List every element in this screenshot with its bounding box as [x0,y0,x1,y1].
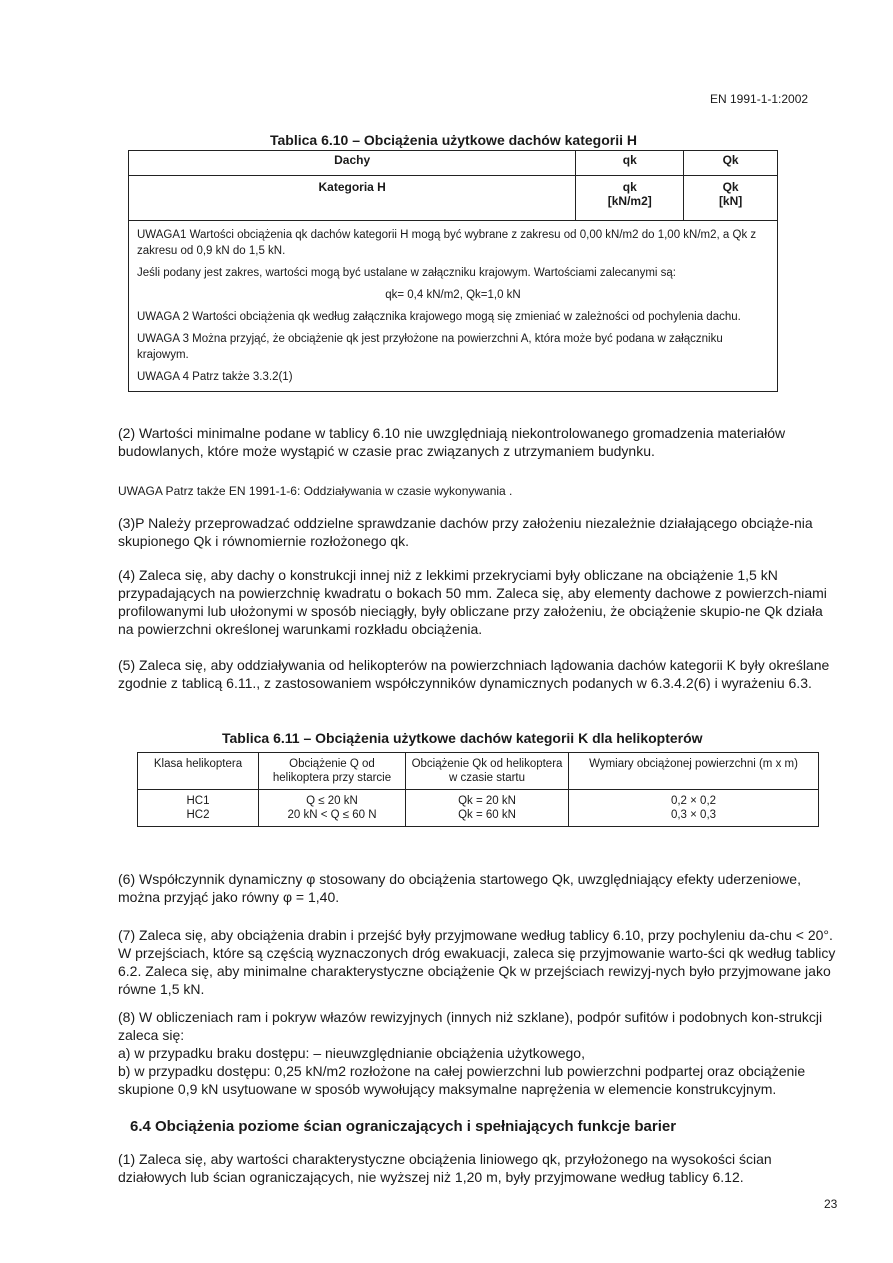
table-611-cell-Qk [406,790,569,827]
table-611-header-dimensions: Wymiary obciążonej powierzchni (m x m) [569,753,819,790]
table-610-note-3: UWAGA 3 Można przyjąć, że obciążenie qk jest przyłożone na powierzchni A, która może być podana w załączniku krajowym. [137,333,723,361]
paragraph-3p: (3)P Należy przeprowadzać oddzielne sprawdzanie dachów przy założeniu niezależnie działającego obciąże-nia skupionego Qk i równomiernie rozłożonego qk. [118,515,813,549]
table-610-row-label: Kategoria H [129,176,576,221]
table-611-header-Q: Obciążenie Q od helikoptera przy starcie [259,753,406,790]
paragraph-7: (7) Zaleca się, aby obciążenia drabin i przejść były przyjmowane według tablicy 6.10, przy pochyleniu da-chu < 20°. W przejściach, które są częścią wyznaczonych dróg ewakuacji, zaleca się przyjmowanie warto-ści qk według tablicy 6.2. Zaleca się, aby minimalne charakterystyczne obciążenie Qk w przejściach rewizyj-nych było przyjmowane jako równe 1,5 kN. [118,927,836,997]
table-611-cell-dimensions [569,790,819,827]
standard-reference: EN 1991-1-1:2002 [710,92,809,106]
table-610-Qk-unit-cell [684,176,778,221]
table-611-cell-class [138,790,259,827]
paragraph-5: (5) Zaleca się, aby oddziaływania od helikopterów na powierzchniach lądowania dachów kategorii K były określane zgodnie z tablicą 6.11., z zastosowaniem współczynników dynamicznych podanych w 6.3.4.2(6) i wyrażeniu 6.3. [118,657,830,691]
paragraph-8 [118,1008,836,1098]
table-610-note-recommended: qk= 0,4 kN/m2, Qk=1,0 kN [385,289,521,301]
table-611-row1-Qk: Qk = 20 kN [458,795,516,807]
table-610-caption: Tablica 6.10 – Obciążenia użytkowe dachów kategorii H [270,132,637,148]
table-610-Qk-sub: Qk [722,180,739,194]
table-611-row2-class: HC2 [186,809,210,821]
table-610-note-range: Jeśli podany jest zakres, wartości mogą być ustalane w załączniku krajowym. Wartościami zalecanymi są: [137,267,676,279]
table-610-header-qk: qk [576,151,684,176]
table-610-note-1: UWAGA1 Wartości obciążenia qk dachów kategorii H mogą być wybrane z zakresu od 0,00 kN/m2 do 1,00 kN/m2, a Qk z zakresu od 0,9 kN do 1,5 kN. [137,229,757,257]
table-610-note-4: UWAGA 4 Patrz także 3.3.2(1) [137,371,293,383]
table-611-caption: Tablica 6.11 – Obciążenia użytkowe dachów kategorii K dla helikopterów [222,730,703,746]
table-610-note-2: UWAGA 2 Wartości obciążenia qk według załącznika krajowego mogą się zmieniać w zależności od pochylenia dachu. [137,311,741,323]
table-611-row2-Qk: Qk = 60 kN [458,809,516,821]
table-611-header-class: Klasa helikoptera [138,753,259,790]
paragraph-note: UWAGA Patrz także EN 1991-1-6: Oddziaływania w czasie wykonywania . [118,484,513,498]
table-610-qk-unit: [kN/m2] [607,194,652,208]
table-610-qk-sub: qk [622,180,637,194]
paragraph-8-intro: (8) W obliczeniach ram i pokryw włazów rewizyjnych (innych niż szklane), podpór sufitów i podobnych kon-strukcji zaleca się: [118,1009,823,1043]
table-611-row1-dimensions: 0,2 × 0,2 [670,795,717,807]
table-611 [137,752,819,827]
table-610-header-dachy: Dachy [129,151,576,176]
paragraph-6: (6) Współczynnik dynamiczny φ stosowany do obciążenia startowego Qk, uwzględniający efekty uderzeniowe, można przyjąć jako równy φ = 1,40. [118,871,801,905]
table-610-header-Qk: Qk [684,151,778,176]
table-610-notes [129,221,778,392]
paragraph-8-list [118,1044,836,1098]
table-611-header-Qk: Obciążenie Qk od helikoptera w czasie startu [406,753,569,790]
table-610-Qk-unit: [kN] [718,194,743,208]
section-6-4-title: 6.4 Obciążenia poziome ścian ograniczających i spełniających funkcje barier [130,1118,677,1135]
table-610 [128,150,778,392]
table-611-cell-Q [259,790,406,827]
paragraph-6-4-1: (1) Zaleca się, aby wartości charakterystyczne obciążenia liniowego qk, przyłożonego na wysokości ścian działowych lub ścian ograniczających, nie wyższej niż 1,20 m, były przyjmowane według tablicy 6.12. [118,1151,772,1185]
paragraph-8-item-b: b) w przypadku dostępu: 0,25 kN/m2 rozłożone na całej powierzchni lub powierzchni podpartej oraz obciążenie skupione 0,9 kN usytuowane w sposób wywołujący maksymalne naprężenia w elemencie konstrukcyjnym. [118,1063,806,1097]
table-611-row1-Q: Q ≤ 20 kN [306,795,358,807]
table-611-row1-class: HC1 [186,795,210,807]
paragraph-2: (2) Wartości minimalne podane w tablicy 6.10 nie uwzględniają niekontrolowanego gromadzenia materiałów budowlanych, które może wystąpić w czasie prac związanych z utrzymaniem budynku. [118,425,786,459]
table-611-row2-dimensions: 0,3 × 0,3 [670,809,717,821]
page-number: 23 [824,1197,838,1211]
table-611-row2-Q: 20 kN < Q ≤ 60 N [287,809,377,821]
table-610-qk-unit-cell [576,176,684,221]
paragraph-8-item-a: a) w przypadku braku dostępu: – nieuwzględnianie obciążenia użytkowego, [118,1045,585,1061]
paragraph-4: (4) Zaleca się, aby dachy o konstrukcji innej niż z lekkimi przekryciami były obliczane na obciążenie 1,5 kN przypadających na powierzchnię kwadratu o bokach 50 mm. Zaleca się, aby elementy dachowe z powierzch-niami profilowanymi lub ułożonymi w sposób nieciągły, były obliczane przy założeniu, że obciążenie skupio-ne Qk działa na powierzchni określonej warunkami rozkładu obciążenia. [118,567,827,637]
